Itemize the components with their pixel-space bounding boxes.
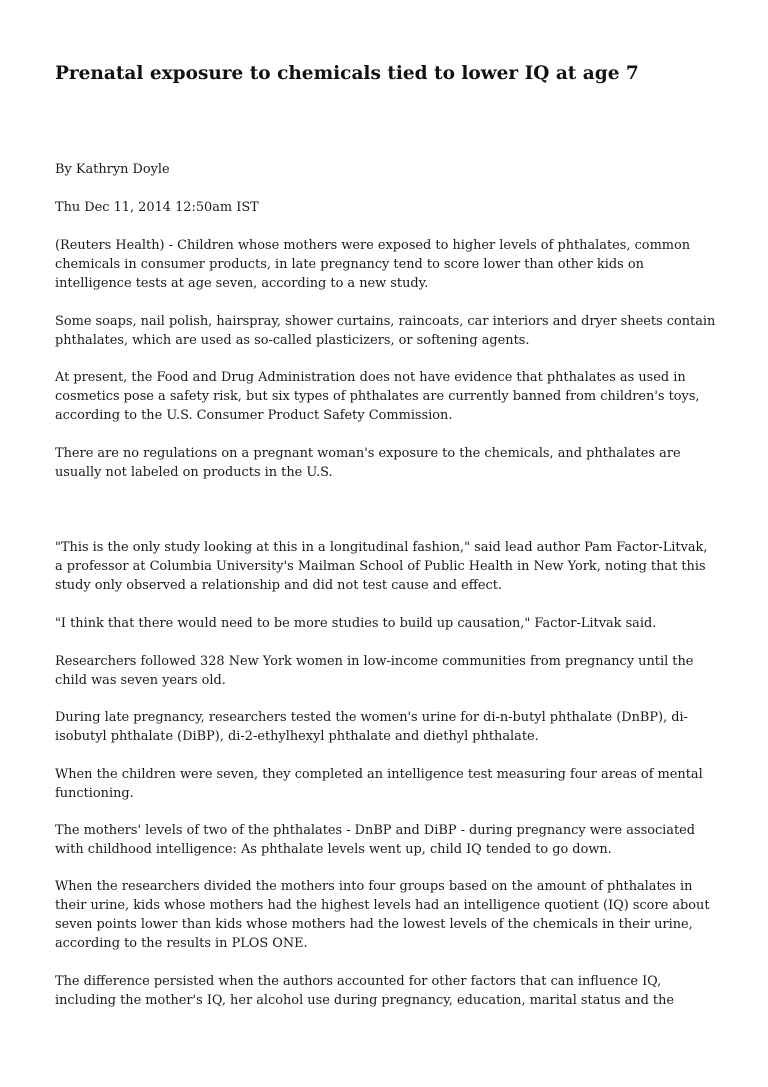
paragraph-line: When the researchers divided the mothers into four groups based on the amount of phthalates in (55, 879, 693, 894)
paragraph-line: usually not labeled on products in the U.S. (55, 465, 333, 480)
paragraph-line: with childhood intelligence: As phthalate levels went up, child IQ tended to go down. (55, 842, 612, 857)
paragraph-line: The mothers' levels of two of the phthalates - DnBP and DiBP - during pregnancy were associated (55, 823, 696, 838)
paragraph-quote-author (55, 538, 717, 595)
paragraph-line: (Reuters Health) - Children whose mothers were exposed to higher levels of phthalates, common (55, 238, 691, 253)
paragraph-line: Researchers followed 328 New York women in low-income communities from pregnancy until the (55, 654, 694, 669)
byline: By Kathryn Doyle (55, 162, 170, 177)
paragraph-line: study only observed a relationship and did not test cause and effect. (55, 578, 503, 593)
paragraph-products (55, 312, 717, 350)
paragraph-groups (55, 877, 717, 953)
paragraph-line: "This is the only study looking at this in a longitudinal fashion," said lead author Pam Factor-Litvak, (55, 540, 708, 555)
paragraph-line: When the children were seven, they completed an intelligence test measuring four areas of mental (55, 767, 703, 782)
paragraph-line: a professor at Columbia University's Mailman School of Public Health in New York, noting that this (55, 559, 706, 574)
paragraph-line: During late pregnancy, researchers tested the women's urine for di-n-butyl phthalate (DnBP), di- (55, 710, 688, 725)
paragraph-quote-causation (55, 614, 717, 633)
paragraph-fda (55, 368, 717, 425)
paragraph-line: including the mother's IQ, her alcohol use during pregnancy, education, marital status and the (55, 993, 675, 1008)
paragraph-line: At present, the Food and Drug Administration does not have evidence that phthalates as used in (55, 370, 686, 385)
paragraph-line: isobutyl phthalate (DiBP), di-2-ethylhexyl phthalate and diethyl phthalate. (55, 729, 539, 744)
paragraph-levels (55, 821, 717, 859)
paragraph-regulations (55, 444, 717, 482)
paragraph-line: The difference persisted when the authors accounted for other factors that can influence IQ, (55, 974, 662, 989)
paragraph-urine-test (55, 708, 717, 746)
paragraph-line: according to the U.S. Consumer Product Safety Commission. (55, 408, 453, 423)
paragraph-line: There are no regulations on a pregnant woman's exposure to the chemicals, and phthalates are (55, 446, 681, 461)
paragraph-intelligence-test (55, 765, 717, 803)
paragraph-line: functioning. (55, 786, 134, 801)
paragraph-line: child was seven years old. (55, 673, 226, 688)
article-title: Prenatal exposure to chemicals tied to lower IQ at age 7 (55, 63, 639, 84)
dateline: Thu Dec 11, 2014 12:50am IST (55, 200, 259, 215)
paragraph-line: intelligence tests at age seven, according to a new study. (55, 276, 429, 291)
paragraph-line: phthalates, which are used as so-called plasticizers, or softening agents. (55, 333, 530, 348)
paragraph-line: cosmetics pose a safety risk, but six types of phthalates are currently banned from children's toys, (55, 389, 700, 404)
paragraph-line: according to the results in PLOS ONE. (55, 936, 308, 951)
paragraph-line: seven points lower than kids whose mothers had the lowest levels of the chemicals in their urine, (55, 917, 693, 932)
paragraph-line: their urine, kids whose mothers had the highest levels had an intelligence quotient (IQ) score about (55, 898, 710, 913)
paragraph-researchers (55, 652, 717, 690)
paragraph-line: Some soaps, nail polish, hairspray, shower curtains, raincoats, car interiors and dryer sheets contain (55, 314, 716, 329)
paragraph-difference (55, 972, 717, 1010)
paragraph-line: "I think that there would need to be more studies to build up causation," Factor-Litvak said. (55, 616, 657, 631)
paragraph-line: chemicals in consumer products, in late pregnancy tend to score lower than other kids on (55, 257, 644, 272)
paragraph-intro (55, 236, 717, 293)
